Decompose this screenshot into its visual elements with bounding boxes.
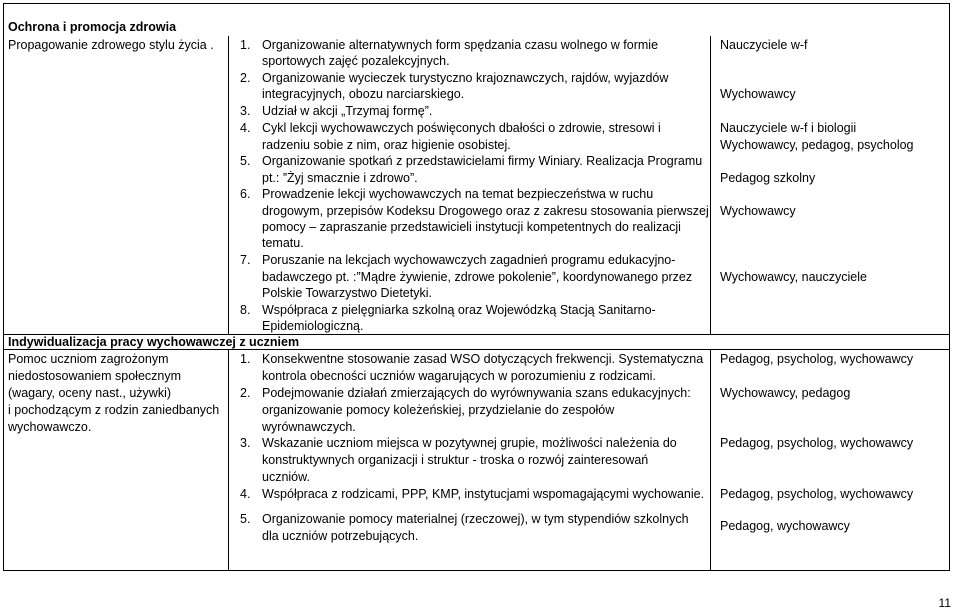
item-text: uczniów. xyxy=(262,470,310,484)
item-number: 1. xyxy=(240,38,251,52)
column-divider xyxy=(228,349,229,571)
column-divider xyxy=(228,36,229,334)
item-number: 7. xyxy=(240,253,251,267)
item-number: 2. xyxy=(240,386,251,400)
responsible-text: Wychowawcy, pedagog, psycholog xyxy=(720,138,914,152)
responsible-text: Pedagog, psycholog, wychowawcy xyxy=(720,487,914,501)
item-text: Polskie Towarzystwo Dietetyki. xyxy=(262,286,432,300)
item-text: drogowym, przepisów Kodeksu Drogowego oraz z zakresu stosowania pierwszej xyxy=(262,204,709,218)
column-divider xyxy=(710,36,711,334)
item-number: 8. xyxy=(240,303,251,317)
item-number: 5. xyxy=(240,154,251,168)
item-text: Organizowanie wycieczek turystyczno krajoznawczych, rajdów, wyjazdów xyxy=(262,71,669,85)
page-number: 11 xyxy=(938,596,951,610)
responsible-text: Nauczyciele w-f xyxy=(720,38,808,52)
item-text: konstruktywnych organizacji i struktur - troska o rozwój zainteresowań xyxy=(262,453,649,467)
area-text: niedostosowaniem społecznym xyxy=(8,369,182,383)
item-text: Epidemiologiczną. xyxy=(262,319,364,333)
responsible-text: Pedagog, psycholog, wychowawcy xyxy=(720,436,914,450)
item-text: Konsekwentne stosowanie zasad WSO dotyczących frekwencji. Systematyczna xyxy=(262,352,704,366)
section-heading: Indywidualizacja pracy wychowawczej z uczniem xyxy=(8,335,300,349)
item-text: kontrola obecności uczniów wagarujących w porozumieniu z rodzicami. xyxy=(262,369,656,383)
area-text: wychowawczo. xyxy=(8,420,92,434)
item-text: integracyjnych, obozu narciarskiego. xyxy=(262,87,465,101)
item-text: wyrównawczych. xyxy=(262,420,356,434)
item-text: Podejmowanie działań zmierzających do wyrównywania szans edukacyjnych: xyxy=(262,386,691,400)
responsible-text: Pedagog, wychowawcy xyxy=(720,519,850,533)
section-heading: Ochrona i promocja zdrowia xyxy=(8,20,177,34)
responsible-text: Wychowawcy xyxy=(720,204,796,218)
item-text: Organizowanie alternatywnych form spędzania czasu wolnego w formie xyxy=(262,38,659,52)
area-text: i pochodzącym z rodzin zaniedbanych xyxy=(8,403,220,417)
area-text: (wagary, oceny nast., używki) xyxy=(8,386,172,400)
item-number: 6. xyxy=(240,187,251,201)
responsible-text: Wychowawcy xyxy=(720,87,796,101)
item-number: 3. xyxy=(240,436,251,450)
item-text: Poruszanie na lekcjach wychowawczych zagadnień programu edukacyjno- xyxy=(262,253,676,267)
item-number: 1. xyxy=(240,352,251,366)
item-text: Współpraca z pielęgniarka szkolną oraz Wojewódzką Stacją Sanitarno- xyxy=(262,303,656,317)
responsible-text: Pedagog szkolny xyxy=(720,171,816,185)
item-text: badawczego pt. :”Mądre żywienie, zdrowe pokolenie”, koordynowanego przez xyxy=(262,270,693,284)
area-text: Pomoc uczniom zagrożonym xyxy=(8,352,169,366)
area-label: Propagowanie zdrowego stylu życia . xyxy=(8,38,214,52)
column-divider xyxy=(710,349,711,571)
item-text: organizowanie pomocy koleżeńskiej, przydzielanie do zespołów xyxy=(262,403,615,417)
item-text: tematu. xyxy=(262,236,304,250)
item-text: Organizowanie pomocy materialnej (rzeczowej), w tym stypendiów szkolnych xyxy=(262,512,689,526)
item-text: Wskazanie uczniom miejsca w pozytywnej grupie, możliwości należenia do xyxy=(262,436,677,450)
item-text: pomocy – zapraszanie przedstawicieli instytucji kompetentnych do realizacji xyxy=(262,220,681,234)
item-text: sportowych zajęć pozalekcyjnych. xyxy=(262,54,450,68)
responsible-text: Nauczyciele w-f i biologii xyxy=(720,121,857,135)
responsible-text: Wychowawcy, nauczyciele xyxy=(720,270,867,284)
item-number: 2. xyxy=(240,71,251,85)
item-number: 4. xyxy=(240,121,251,135)
responsible-text: Wychowawcy, pedagog xyxy=(720,386,851,400)
item-text: Organizowanie spotkań z przedstawicielami firmy Winiary. Realizacja Programu xyxy=(262,154,703,168)
item-number: 3. xyxy=(240,104,251,118)
item-text: Udział w akcji „Trzymaj formę”. xyxy=(262,104,433,118)
item-text: Cykl lekcji wychowawczych poświęconych dbałości o zdrowie, stresowi i xyxy=(262,121,661,135)
item-text: dla uczniów potrzebujących. xyxy=(262,529,419,543)
item-number: 4. xyxy=(240,487,251,501)
item-text: Współpraca z rodzicami, PPP, KMP, instytucjami wspomagającymi wychowanie. xyxy=(262,487,705,501)
item-text: Prowadzenie lekcji wychowawczych na temat bezpieczeństwa w ruchu xyxy=(262,187,654,201)
responsible-text: Pedagog, psycholog, wychowawcy xyxy=(720,352,914,366)
item-text: pt.: ”Żyj smacznie i zdrowo”. xyxy=(262,171,418,185)
item-text: radzeniu sobie z nim, oraz higienie osobistej. xyxy=(262,138,511,152)
item-number: 5. xyxy=(240,512,251,526)
